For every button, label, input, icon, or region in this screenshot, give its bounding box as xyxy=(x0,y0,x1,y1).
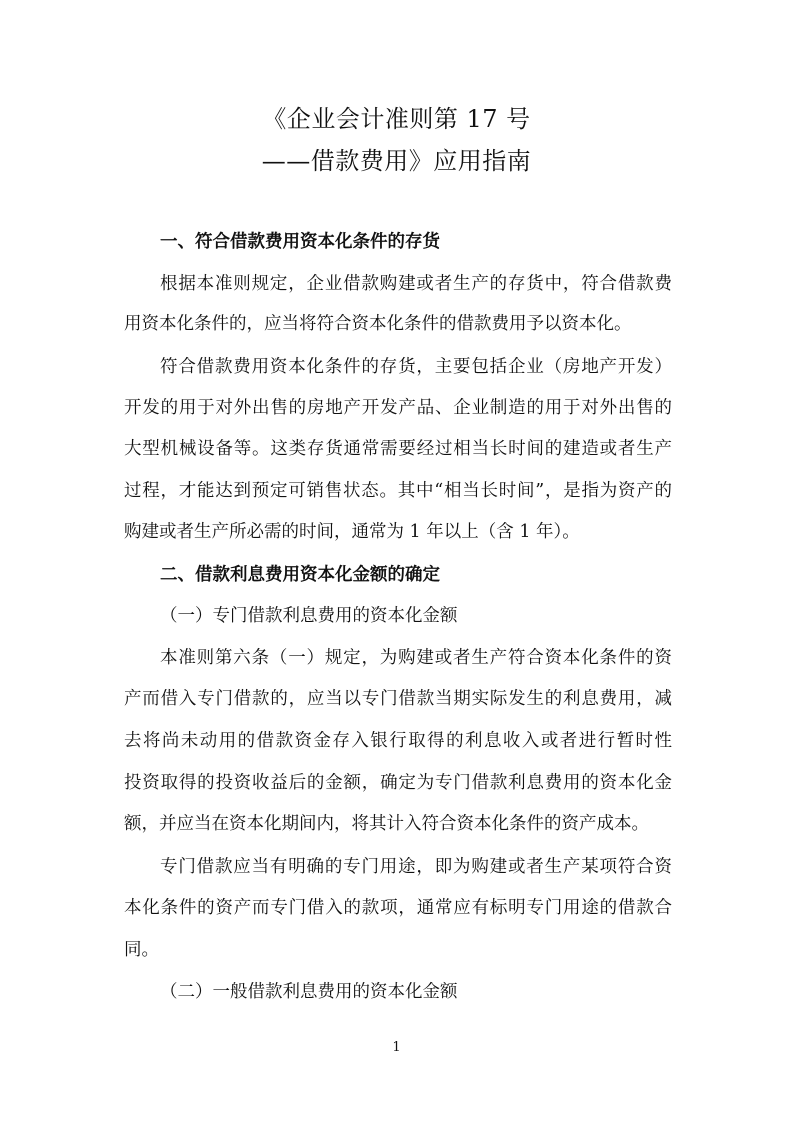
document-title-line-2: ——借款费用》应用指南 xyxy=(261,147,532,175)
paragraph-line: 本化条件的资产而专门借入的款项，通常应有标明专门用途的借款合 xyxy=(124,898,672,918)
paragraph-line: 投资取得的投资收益后的金额，确定为专门借款利息费用的资本化金 xyxy=(124,773,672,793)
paragraph-line: 根据本准则规定，企业借款购建或者生产的存货中，符合借款费 xyxy=(160,274,672,294)
document-title-line-1: 《企业会计准则第 17 号 xyxy=(262,105,531,133)
paragraph-line: 同。 xyxy=(124,940,159,960)
paragraph-line: 大型机械设备等。这类存货通常需要经过相当长时间的建造或者生产 xyxy=(124,439,672,459)
paragraph-line: 开发的用于对外出售的房地产开发产品、企业制造的用于对外出售的 xyxy=(124,398,672,418)
paragraph-line: 去将尚未动用的借款资金存入银行取得的利息收入或者进行暂时性 xyxy=(124,731,672,751)
page-number: 1 xyxy=(392,1040,401,1055)
paragraph-line: 购建或者生产所必需的时间，通常为 1 年以上（含 1 年）。 xyxy=(124,522,580,542)
paragraph-line: 产而借入专门借款的，应当以专门借款当期实际发生的利息费用，减 xyxy=(124,689,672,709)
subsection-2-heading: （二）一般借款利息费用的资本化金额 xyxy=(160,982,458,1002)
section-1-heading: 一、符合借款费用资本化条件的存货 xyxy=(160,232,440,252)
paragraph-line: 符合借款费用资本化条件的存货，主要包括企业（房地产开发） xyxy=(160,357,672,377)
paragraph-line: 专门借款应当有明确的专门用途，即为购建或者生产某项符合资 xyxy=(160,857,672,877)
paragraph-line: 本准则第六条（一）规定，为购建或者生产符合资本化条件的资 xyxy=(160,648,672,668)
section-2-heading: 二、借款利息费用资本化金额的确定 xyxy=(160,565,440,585)
paragraph-line: 额，并应当在资本化期间内，将其计入符合资本化条件的资产成本。 xyxy=(124,814,649,834)
subsection-1-heading: （一）专门借款利息费用的资本化金额 xyxy=(160,606,458,626)
paragraph-line: 过程，才能达到预定可销售状态。其中“相当长时间”，是指为资产的 xyxy=(124,481,672,501)
paragraph-line: 用资本化条件的，应当将符合资本化条件的借款费用予以资本化。 xyxy=(124,314,632,334)
